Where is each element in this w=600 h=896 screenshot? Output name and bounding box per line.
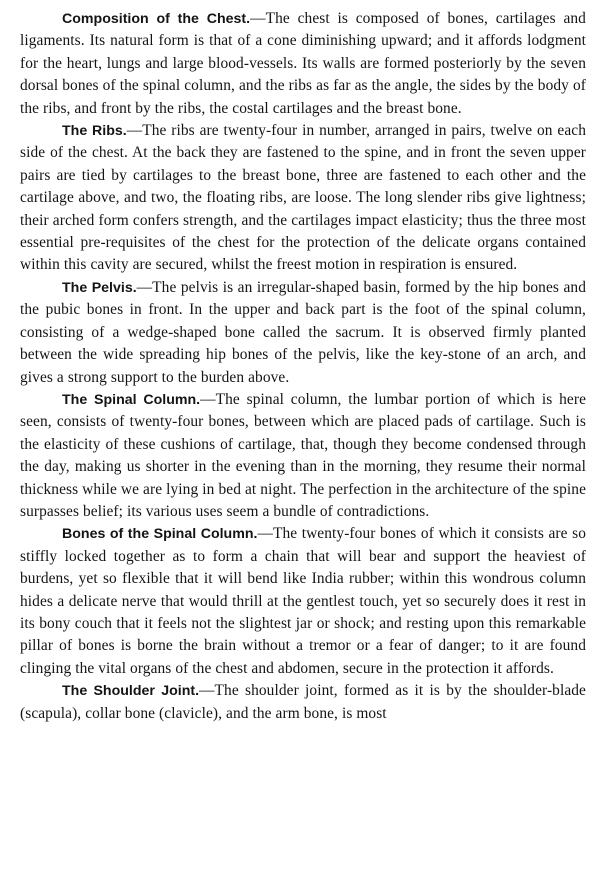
paragraph-the-ribs [20,120,586,277]
section-body: —The shoulder joint, formed as it is by the shoulder-blade (scapula), collar bone (clavicle), and the arm bone, is most [20,682,586,722]
section-heading: The Ribs. [62,123,127,140]
paragraph-the-spinal-column [20,389,586,523]
section-body: —The chest is composed of bones, cartilages and ligaments. Its natural form is that of a cone diminishing upward; and it affords lodgment for the heart, lungs and large blood-vessels. Its walls are formed posteriorly by the seven dorsal bones of the spinal column, and the ribs as far as the angle, the sides by the body of the ribs, and front by the ribs, the costal cartilages and the breast bone. [20,10,586,117]
paragraph-bones-of-the-spinal-column [20,523,586,680]
paragraph-the-pelvis [20,277,586,389]
section-heading: Bones of the Spinal Column. [62,526,258,543]
section-heading: Composition of the Chest. [62,11,251,27]
section-body: —The pelvis is an irregular-shaped basin, formed by the hip bones and the pubic bones in front. In the upper and back part is the foot of the spinal column, consisting of a wedge-shaped bone called the sacrum. It is observed firmly planted between the wide spreading hip bones of the pelvis, like the key-stone of an arch, and gives a strong support to the burden above. [20,278,586,386]
section-body: —The spinal column, the lumbar portion of which is here seen, consists of twenty-four bones, between which are placed pads of cartilage. Such is the elasticity of these cushions of cartilage, that, though they become condensed through the day, making us shorter in the evening than in the morning, they resume their normal thickness while we are lying in bed at night. The perfection in the architecture of the spine surpasses belief; its various uses seem a bundle of contradictions. [20,390,587,520]
section-body: —The ribs are twenty-four in number, arranged in pairs, twelve on each side of the chest. At the back they are fastened to the spine, and in front the seven upper pairs are tied by cartilages to the breast bone, three are fastened to each other and the cartilage above, and two, the floating ribs, are loose. The long slender ribs give lightness; their arched form confers strength, and the cartilages impact elasticity; thus the three most essential pre-requisites of the chest for the protection of the delicate organs contained within this cavity are secured, whilst the freest motion in respiration is ensured. [20,122,586,274]
paragraph-the-shoulder-joint [20,680,586,725]
section-body: —The twenty-four bones of which it consists are so stiffly locked together as to form a chain that will bear and support the heaviest of burdens, yet so flexible that it will bend like India rubber; within this wondrous column hides a delicate nerve that would thrill at the gentlest touch, yet so securely does it rest in its bony couch that it feels not the slightest jar or shock; and resting upon this remarkable pillar of bones is borne the brain without a tremor or a fear of danger; to it are found clinging the vital organs of the chest and abdomen, secure in the protection it affords. [20,525,586,677]
section-heading: The Spinal Column. [62,391,201,408]
section-heading: The Pelvis. [62,279,137,296]
section-heading: The Shoulder Joint. [62,683,200,700]
paragraph-composition-of-the-chest [20,8,586,120]
